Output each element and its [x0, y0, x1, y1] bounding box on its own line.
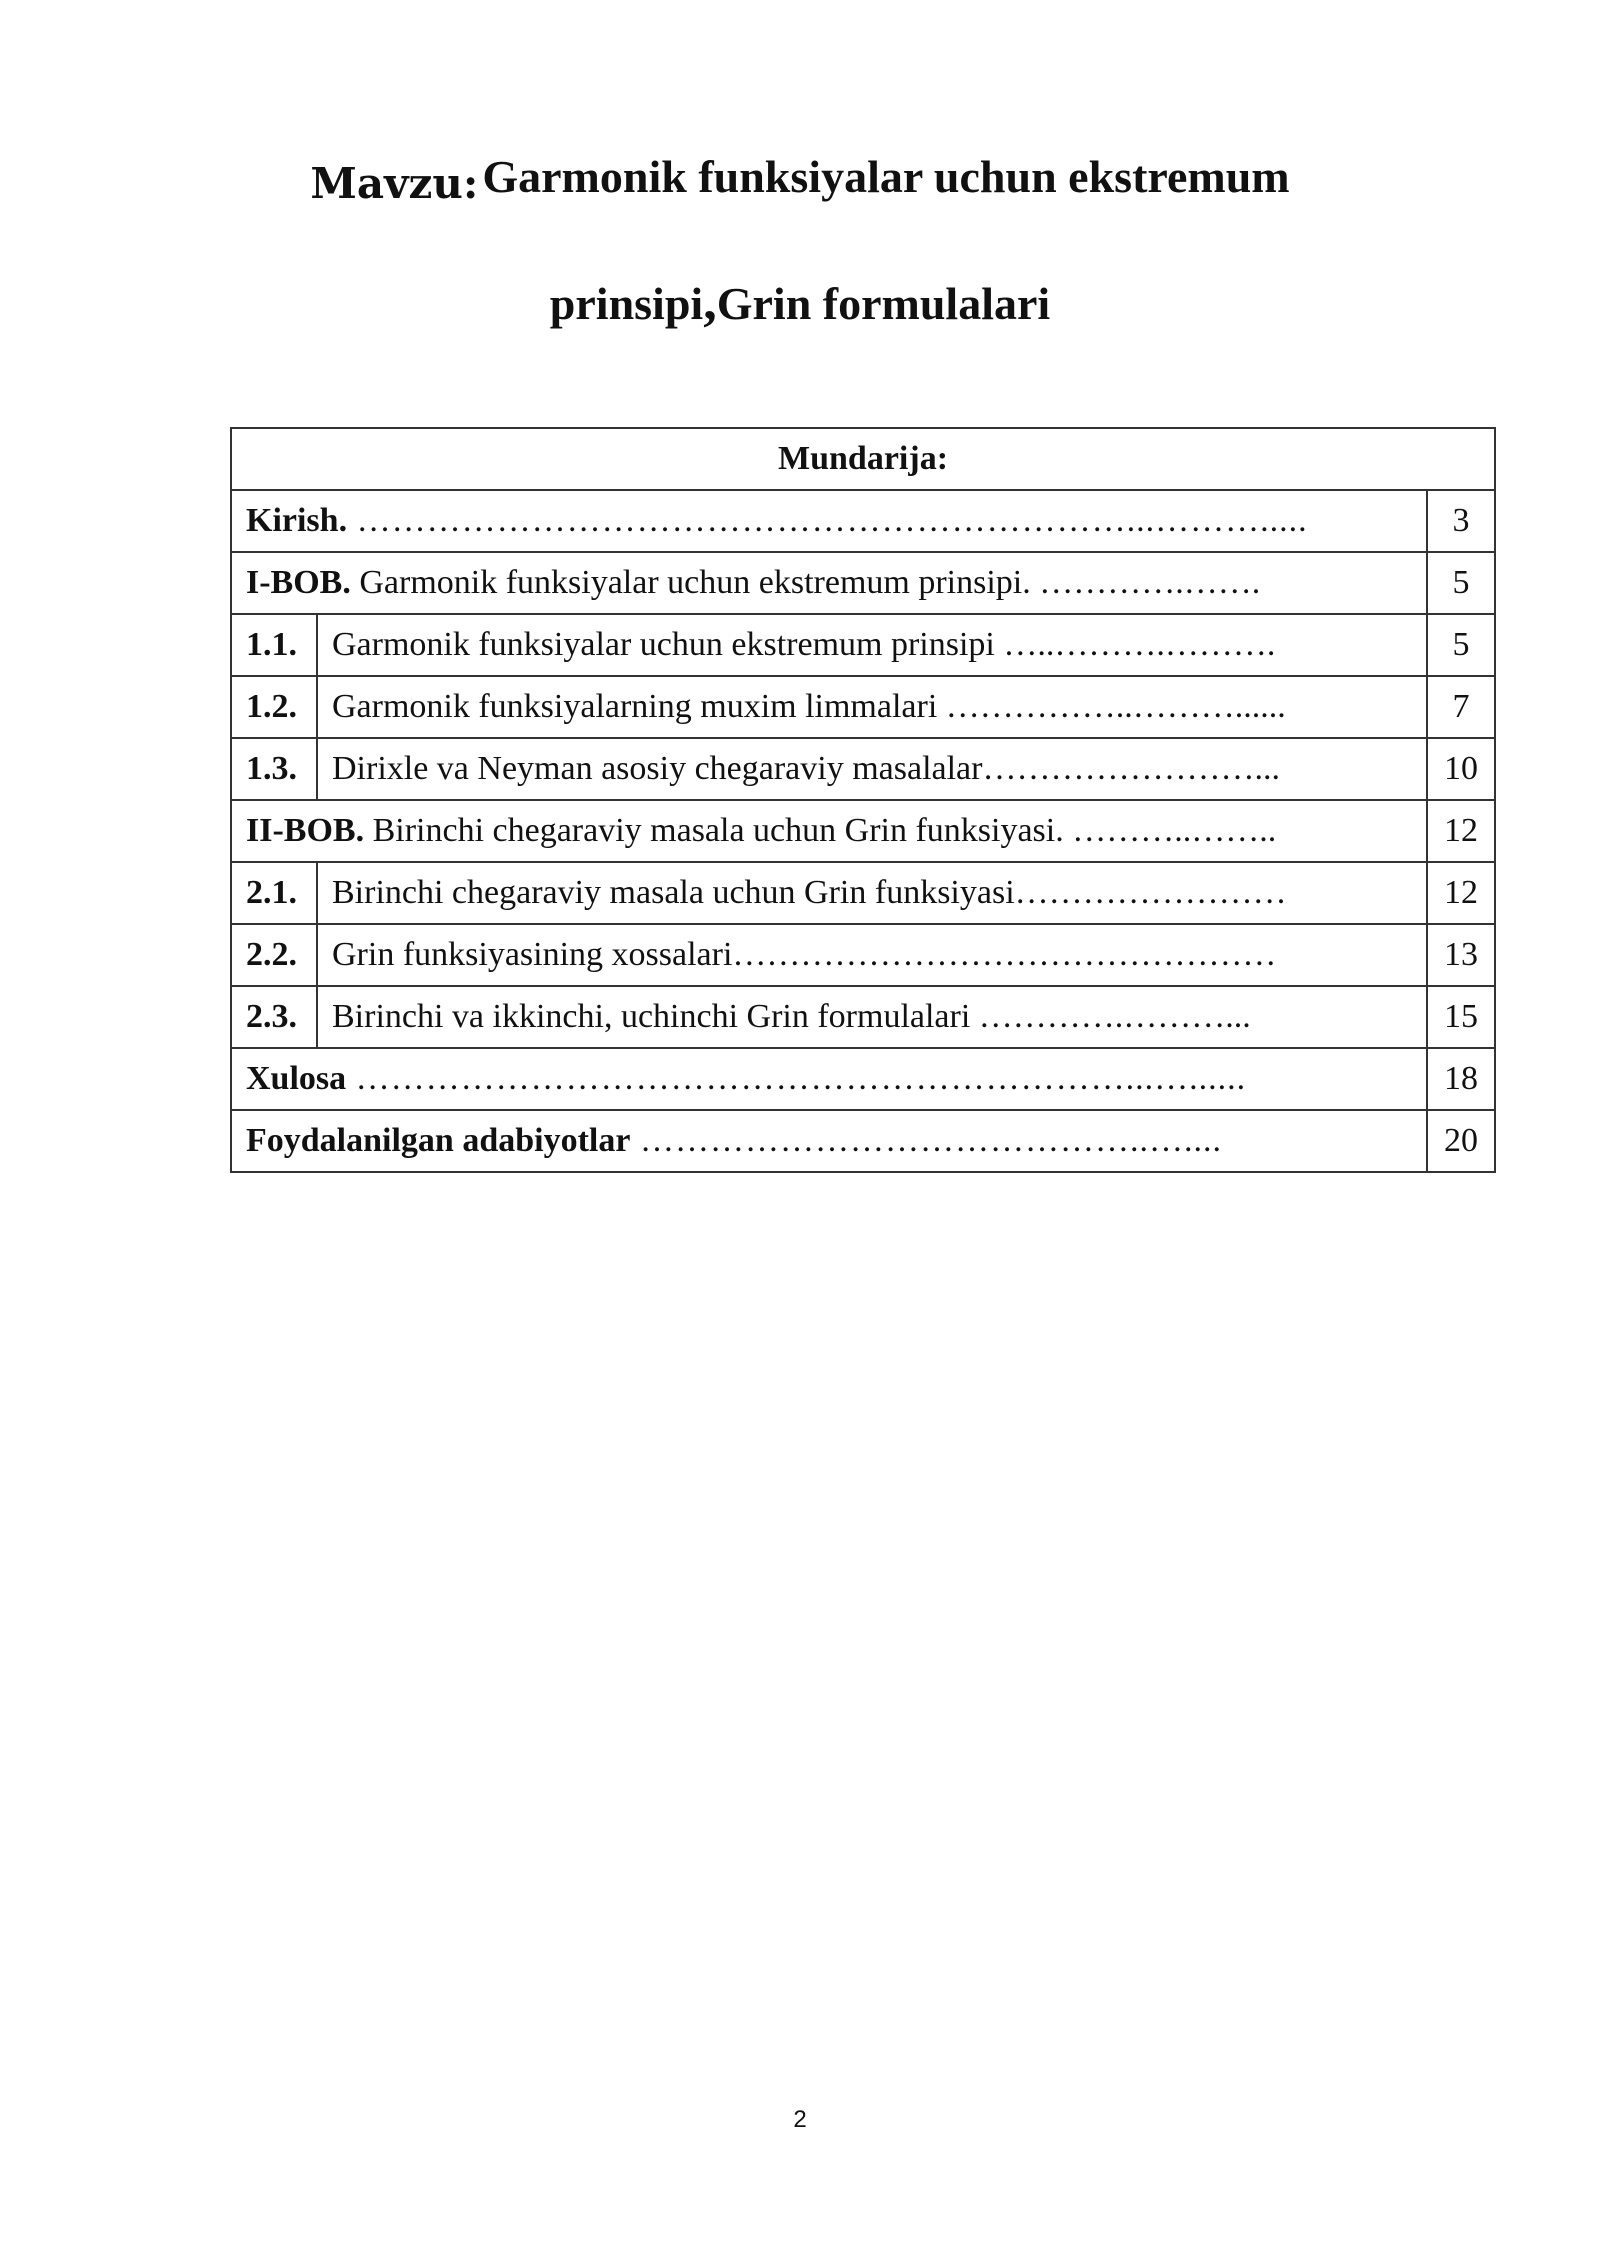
toc-section-number: 1.3. — [231, 738, 317, 800]
toc-section-page: 12 — [1427, 862, 1495, 924]
toc-chapter-1-label: I-BOB. — [246, 564, 351, 601]
toc-header: Mundarija: — [231, 428, 1495, 490]
title-text-line-1: Garmonik funksiyalar uchun ekstremum — [482, 151, 1290, 202]
toc-conclusion-label: Xulosa — [246, 1060, 347, 1097]
toc-chapter-2-text: Birinchi chegaraviy masala uchun Grin funksiyasi — [364, 812, 1056, 849]
document-title-line-2 — [0, 270, 1600, 332]
toc-row-conclusion — [231, 1048, 1495, 1110]
page-number: 2 — [793, 2106, 807, 2133]
toc-entry-intro — [231, 490, 1427, 552]
table-of-contents — [230, 427, 1496, 1173]
title-text-line-2a: prinsipi — [549, 278, 704, 329]
title-prefix: Mavzu: — [310, 159, 479, 208]
toc-intro-dots: …………………………………………………………...………..... — [347, 502, 1308, 539]
toc-row-chapter-1 — [231, 552, 1495, 614]
toc-section-number: 2.3. — [231, 986, 317, 1048]
toc-references-page: 20 — [1427, 1110, 1495, 1172]
toc-entry-conclusion — [231, 1048, 1427, 1110]
toc-header-row — [231, 428, 1495, 490]
toc-section-text: Garmonik funksiyalarning muxim limmalari ……………..………...... — [317, 676, 1427, 738]
toc-chapter-2-page: 12 — [1427, 800, 1495, 862]
toc-intro-label: Kirish. — [246, 502, 348, 539]
toc-intro-page: 3 — [1427, 490, 1495, 552]
toc-section-page: 7 — [1427, 676, 1495, 738]
toc-chapter-2-text-end: . ………..…….. — [1055, 812, 1277, 849]
toc-entry-chapter-2 — [231, 800, 1427, 862]
document-title-line-1 — [0, 150, 1600, 208]
toc-chapter-1-text: Garmonik funksiyalar uchun ekstremum prinsipi. ………….……. — [350, 564, 1261, 601]
toc-chapter-1-page: 5 — [1427, 552, 1495, 614]
toc-section-text: Birinchi va ikkinchi, uchinchi Grin formulalari ………….………... — [317, 986, 1427, 1048]
toc-entry-references — [231, 1110, 1427, 1172]
toc-row-section — [231, 676, 1495, 738]
toc-section-number: 2.2. — [231, 924, 317, 986]
toc-section-text: Garmonik funksiyalar uchun ekstremum prinsipi …..……….………. — [317, 614, 1427, 676]
toc-references-dots: ……………………………………..….... — [630, 1122, 1222, 1159]
title-comma: , — [703, 271, 717, 331]
toc-section-text: Birinchi chegaraviy masala uchun Grin funksiyasi…………………… — [317, 862, 1427, 924]
toc-row-section — [231, 924, 1495, 986]
toc-section-page: 13 — [1427, 924, 1495, 986]
toc-section-page: 15 — [1427, 986, 1495, 1048]
toc-section-page: 10 — [1427, 738, 1495, 800]
toc-section-text: Dirixle va Neyman asosiy chegaraviy masalalar……………………... — [317, 738, 1427, 800]
toc-entry-chapter-1 — [231, 552, 1427, 614]
toc-references-label: Foydalanilgan adabiyotlar — [246, 1122, 631, 1159]
toc-section-number: 1.1. — [231, 614, 317, 676]
toc-row-chapter-2 — [231, 800, 1495, 862]
toc-row-section — [231, 862, 1495, 924]
toc-chapter-2-label: II-BOB. — [246, 812, 365, 849]
toc-row-references — [231, 1110, 1495, 1172]
toc-conclusion-page: 18 — [1427, 1048, 1495, 1110]
toc-section-number: 2.1. — [231, 862, 317, 924]
toc-section-text: Grin funksiyasining xossalari………………………………………… — [317, 924, 1427, 986]
title-text-line-2b: Grin formulalari — [716, 278, 1051, 329]
toc-row-intro — [231, 490, 1495, 552]
toc-section-number: 1.2. — [231, 676, 317, 738]
toc-section-page: 5 — [1427, 614, 1495, 676]
toc-conclusion-dots: …………………………………………………………...…...... — [346, 1060, 1247, 1097]
toc-row-section — [231, 986, 1495, 1048]
toc-row-section — [231, 614, 1495, 676]
toc-row-section — [231, 738, 1495, 800]
